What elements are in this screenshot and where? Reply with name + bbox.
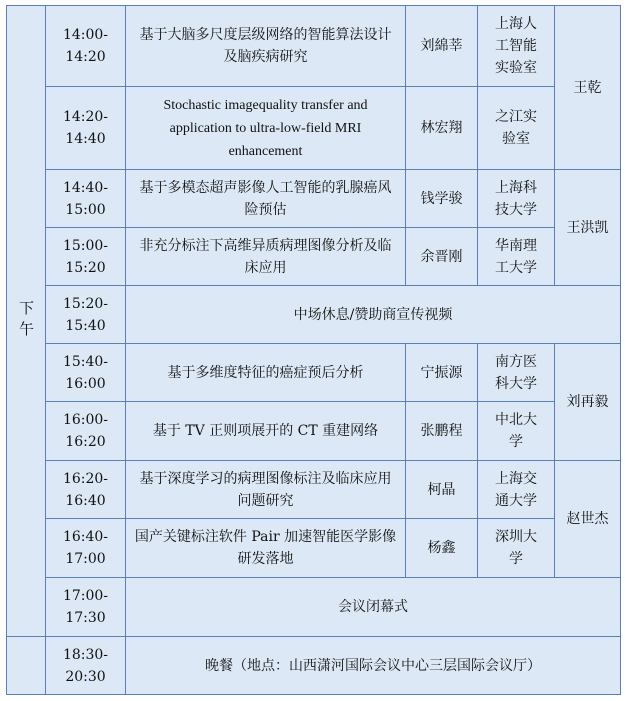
org-name: 上海人工智能实验室 (495, 16, 537, 76)
org-name: 之江实验室 (495, 109, 537, 147)
dinner-cell (125, 636, 621, 695)
org-name: 南方医科大学 (495, 353, 537, 392)
chair-cell (554, 460, 621, 578)
org-name: 上海交通大学 (495, 470, 537, 509)
org-cell (477, 518, 555, 578)
break-title: 中场休息/赞助商宣传视频 (293, 306, 453, 323)
org-name: 深圳大学 (495, 529, 537, 567)
chair-name: 赵世杰 (566, 511, 609, 527)
speaker-name: 杨鑫 (427, 540, 456, 556)
org-name: 华南理工大学 (495, 237, 537, 276)
talk-title: 基于深度学习的病理图像标注及临床应用问题研究 (139, 470, 392, 509)
org-cell (477, 227, 555, 286)
title-cell (125, 343, 406, 402)
speaker-cell (405, 460, 478, 519)
time-text: 16:20-16:40 (62, 470, 109, 509)
org-cell (477, 343, 555, 402)
org-cell (477, 5, 555, 87)
time-text: 15:00-15:20 (62, 237, 109, 276)
speaker-name: 宁振源 (420, 364, 463, 381)
time-text: 14:20-14:40 (62, 109, 109, 147)
chair-name: 王乾 (573, 79, 602, 96)
time-cell (45, 636, 126, 695)
talk-title: Stochastic imagequality transfer and application to ultra-low-field MRI enhancement (163, 97, 368, 159)
time-text: 16:40-17:00 (62, 529, 109, 567)
talk-title: 基于 TV 正则项展开的 CT 重建网络 (152, 423, 379, 439)
speaker-name: 余晋刚 (420, 248, 463, 265)
time-cell (45, 169, 126, 228)
title-cell (125, 86, 406, 170)
title-cell (125, 460, 406, 519)
talk-title: 基于多维度特征的癌症预后分析 (167, 364, 364, 381)
speaker-cell (405, 5, 478, 87)
org-name: 中北大学 (495, 412, 537, 450)
title-cell (125, 227, 406, 286)
chair-name: 刘再毅 (566, 394, 609, 410)
time-text: 15:40-16:00 (62, 353, 109, 392)
closing-title: 会议闭幕式 (338, 599, 408, 615)
speaker-cell (405, 343, 478, 402)
speaker-cell (405, 227, 478, 286)
closing-cell (125, 577, 621, 637)
speaker-name: 刘綿莘 (420, 38, 463, 54)
dinner-title: 晚餐（地点：山西潇河国际会议中心三层国际会议厅） (205, 657, 541, 674)
talk-title: 基于多模态超声影像人工智能的乳腺癌风险预估 (139, 179, 392, 218)
org-name: 上海科技大学 (495, 179, 537, 218)
speaker-name: 钱学骏 (420, 190, 463, 207)
time-text: 14:40-15:00 (62, 179, 109, 218)
time-text: 14:00-14:20 (62, 27, 109, 65)
org-cell (477, 401, 555, 461)
speaker-name: 柯晶 (427, 481, 456, 498)
time-cell (45, 86, 126, 170)
time-cell (45, 343, 126, 402)
org-cell (477, 86, 555, 170)
period-cell (6, 5, 46, 637)
break-cell (125, 285, 621, 344)
time-text: 17:00-17:30 (62, 588, 109, 626)
period-cell-evening (6, 636, 46, 695)
time-cell (45, 285, 126, 344)
speaker-cell (405, 169, 478, 228)
time-text: 15:20-15:40 (62, 295, 109, 334)
chair-cell (554, 5, 621, 170)
speaker-cell (405, 518, 478, 578)
chair-name: 王洪凯 (566, 219, 609, 236)
chair-cell (554, 343, 621, 461)
time-cell (45, 577, 126, 637)
speaker-cell (405, 401, 478, 461)
chair-cell (554, 169, 621, 286)
period-label: 下午 (17, 300, 35, 342)
speaker-name: 张鹏程 (420, 423, 463, 439)
time-cell (45, 401, 126, 461)
talk-title: 国产关键标注软件 Pair 加速智能医学影像研发落地 (134, 529, 397, 567)
speaker-name: 林宏翔 (420, 120, 463, 136)
time-text: 18:30-20:30 (62, 646, 109, 685)
time-text: 16:00-16:20 (62, 412, 109, 450)
title-cell (125, 518, 406, 578)
org-cell (477, 169, 555, 228)
talk-title: 非充分标注下高维异质病理图像分析及临床应用 (139, 237, 392, 276)
title-cell (125, 5, 406, 87)
title-cell (125, 401, 406, 461)
time-cell (45, 460, 126, 519)
time-cell (45, 5, 126, 87)
schedule-grid (6, 5, 621, 695)
speaker-cell (405, 86, 478, 170)
time-cell (45, 518, 126, 578)
talk-title: 基于大脑多尺度层级网络的智能算法设计及脑疾病研究 (139, 27, 392, 65)
time-cell (45, 227, 126, 286)
org-cell (477, 460, 555, 519)
title-cell (125, 169, 406, 228)
